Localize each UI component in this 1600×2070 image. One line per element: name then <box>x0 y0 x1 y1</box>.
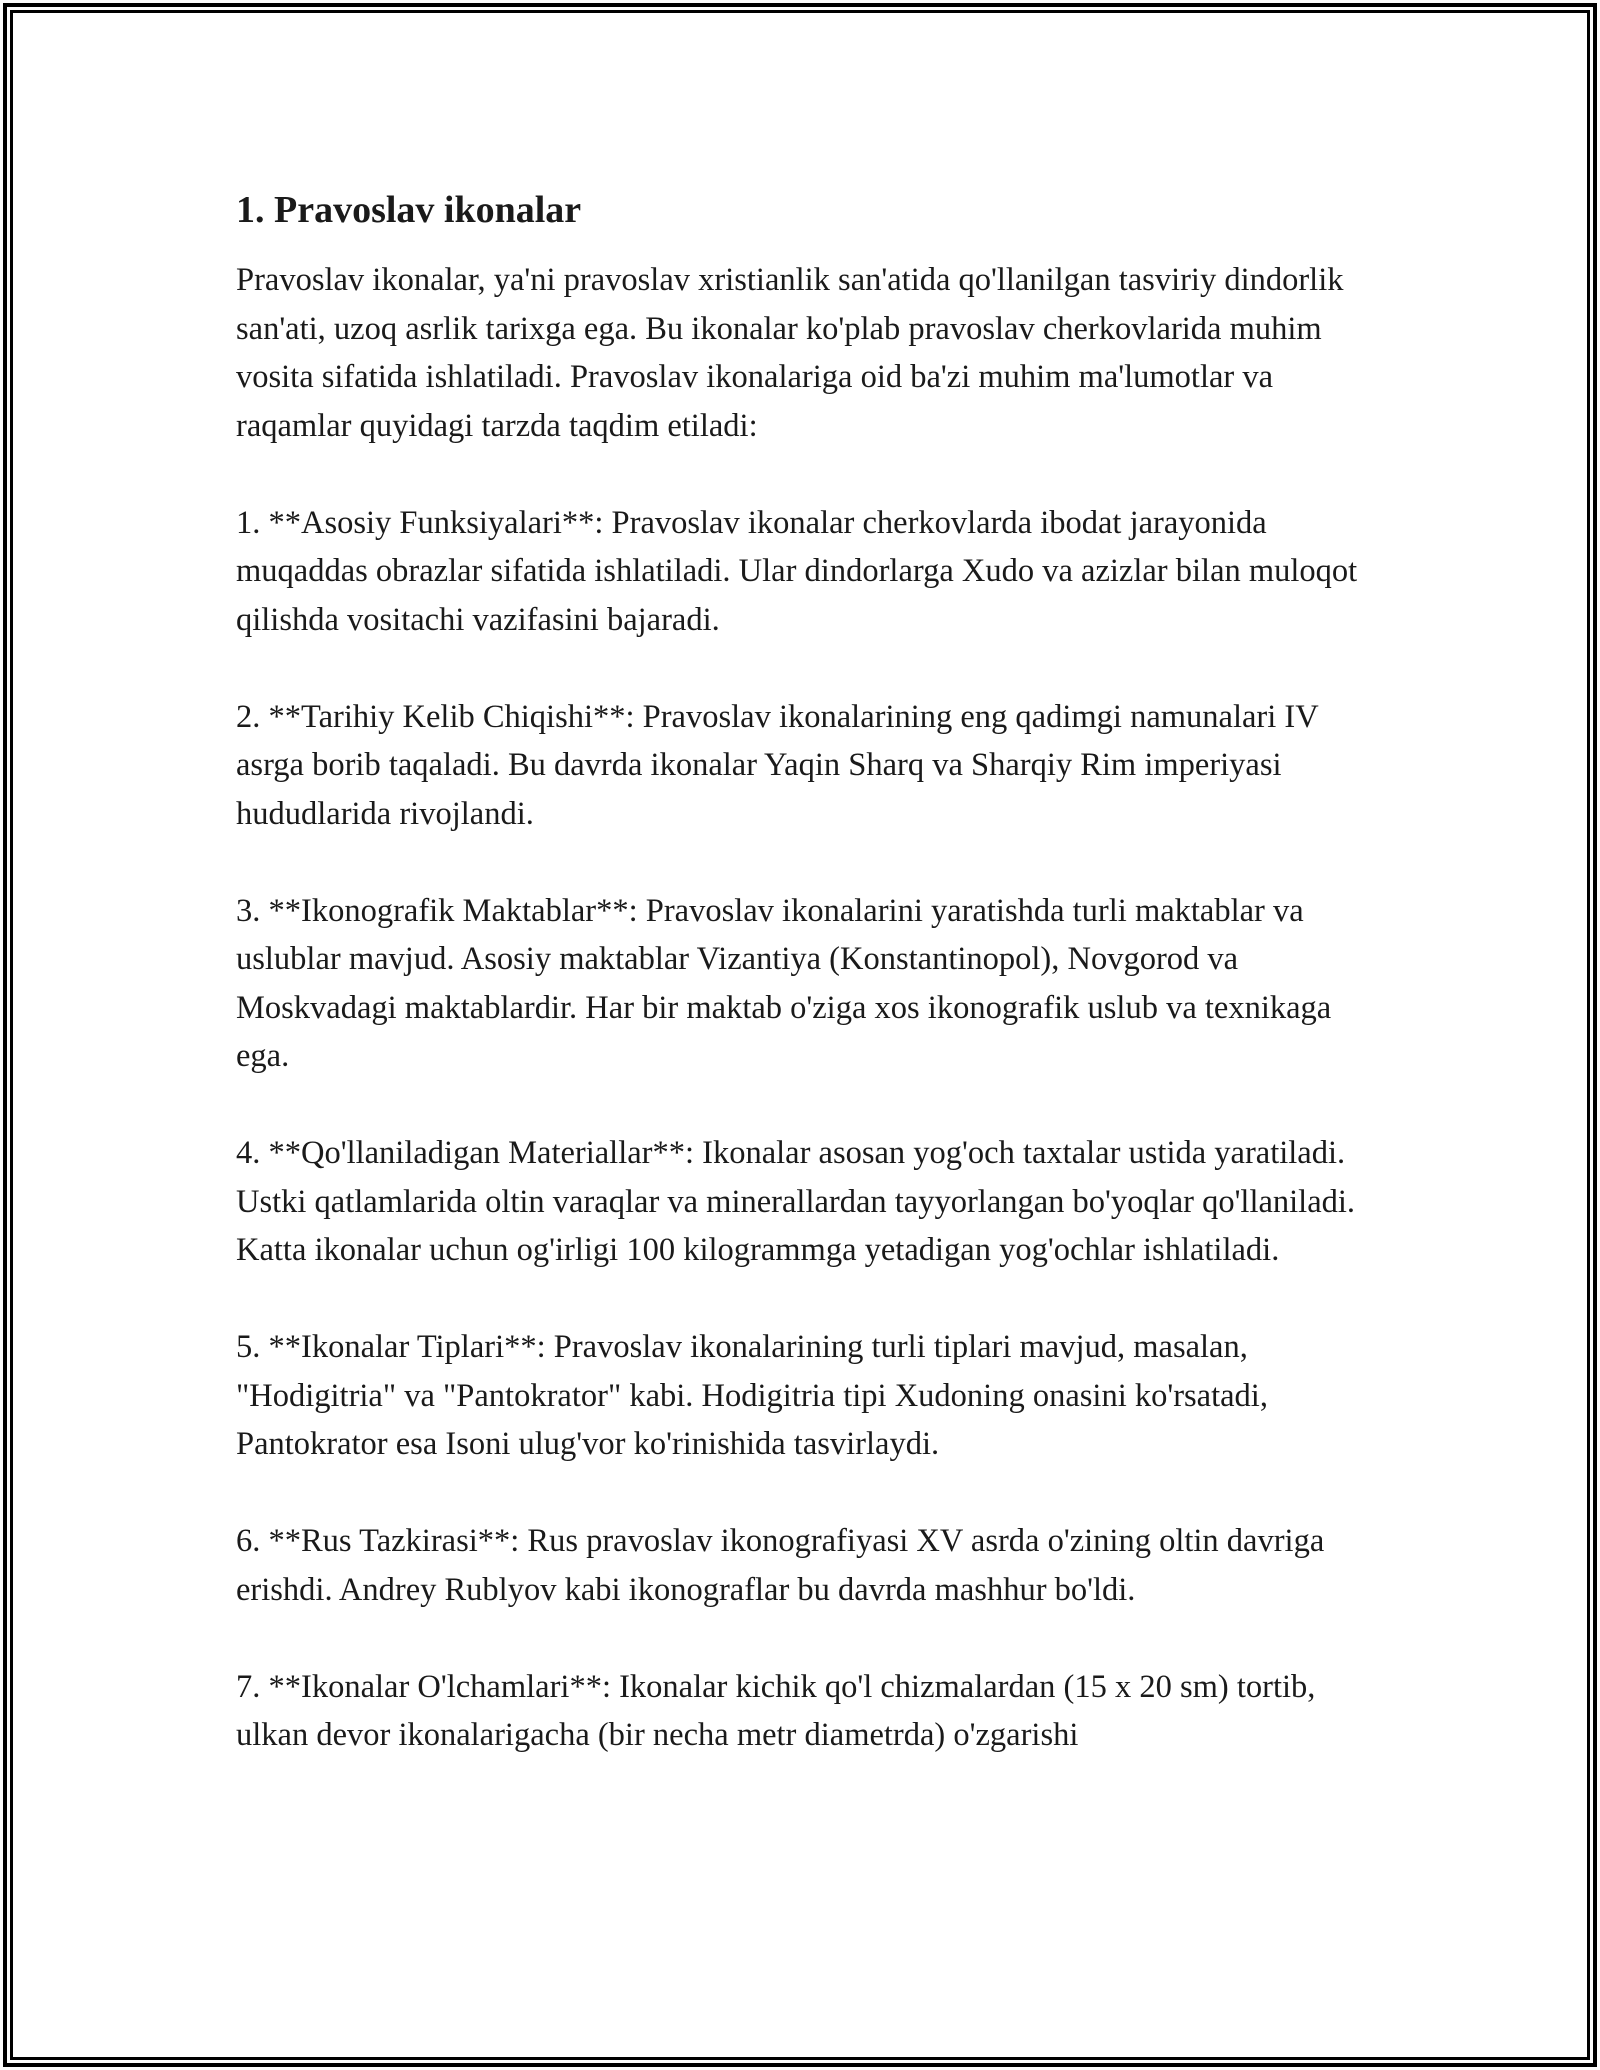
list-item-russian-tradition: 6. **Rus Tazkirasi**: Rus pravoslav ikonografiyasi XV asrda o'zining oltin davriga erishdi. Andrey Rublyov kabi ikonograflar bu davrda mashhur bo'ldi. <box>236 1523 1325 1608</box>
list-item-materials: 4. **Qo'llaniladigan Materiallar**: Ikonalar asosan yog'och taxtalar ustida yaratiladi. Ustki qatlamlarida oltin varaqlar va minerallardan tayyorlangan bo'yoqlar qo'llaniladi. Katta ikonalar uchun og'irligi 100 kilogrammga yetadigan yog'ochlar ishlatiladi. <box>236 1135 1356 1268</box>
list-item-schools: 3. **Ikonografik Maktablar**: Pravoslav ikonalarini yaratishda turli maktablar va uslublar mavjud. Asosiy maktablar Vizantiya (Konstantinopol), Novgorod va Moskvadagi maktablardir. Har bir maktab o'ziga xos ikonografik uslub va texnikaga ega. <box>236 892 1332 1074</box>
document-title: 1. Pravoslav ikonalar <box>236 189 582 231</box>
list-item-types: 5. **Ikonalar Tiplari**: Pravoslav ikonalarining turli tiplari mavjud, masalan, "Hodigitria" va "Pantokrator" kabi. Hodigitria tipi Xudoning onasini ko'rsatadi, Pantokrator esa Isoni ulug'vor ko'rinishida tasvirlaydi. <box>236 1329 1268 1462</box>
list-item-functions: 1. **Asosiy Funksiyalari**: Pravoslav ikonalar cherkovlarda ibodat jarayonida muqaddas obrazlar sifatida ishlatiladi. Ular dindorlarga Xudo va azizlar bilan muloqot qilishda vositachi vazifasini bajaradi. <box>236 504 1358 638</box>
document-body <box>236 186 1386 1808</box>
list-item-sizes: 7. **Ikonalar O'lchamlari**: Ikonalar kichik qo'l chizmalardan (15 x 20 sm) tortib, ulkan devor ikonalarigacha (bir necha metr diametrda) o'zgarishi <box>236 1668 1316 1753</box>
intro-paragraph: Pravoslav ikonalar, ya'ni pravoslav xristianlik san'atida qo'llanilgan tasviriy dindorlik san'ati, uzoq asrlik tarixga ega. Bu ikonalar ko'plab pravoslav cherkovlarida muhim vosita sifatida ishlatiladi. Pravoslav ikonalariga oid ba'zi muhim ma'lumotlar va raqamlar quyidagi tarzda taqdim etiladi: <box>236 262 1344 444</box>
list-item-history: 2. **Tarihiy Kelib Chiqishi**: Pravoslav ikonalarining eng qadimgi namunalari IV asrga borib taqaladi. Bu davrda ikonalar Yaqin Sharq va Sharqiy Rim imperiyasi hududlarida rivojlandi. <box>236 698 1319 832</box>
